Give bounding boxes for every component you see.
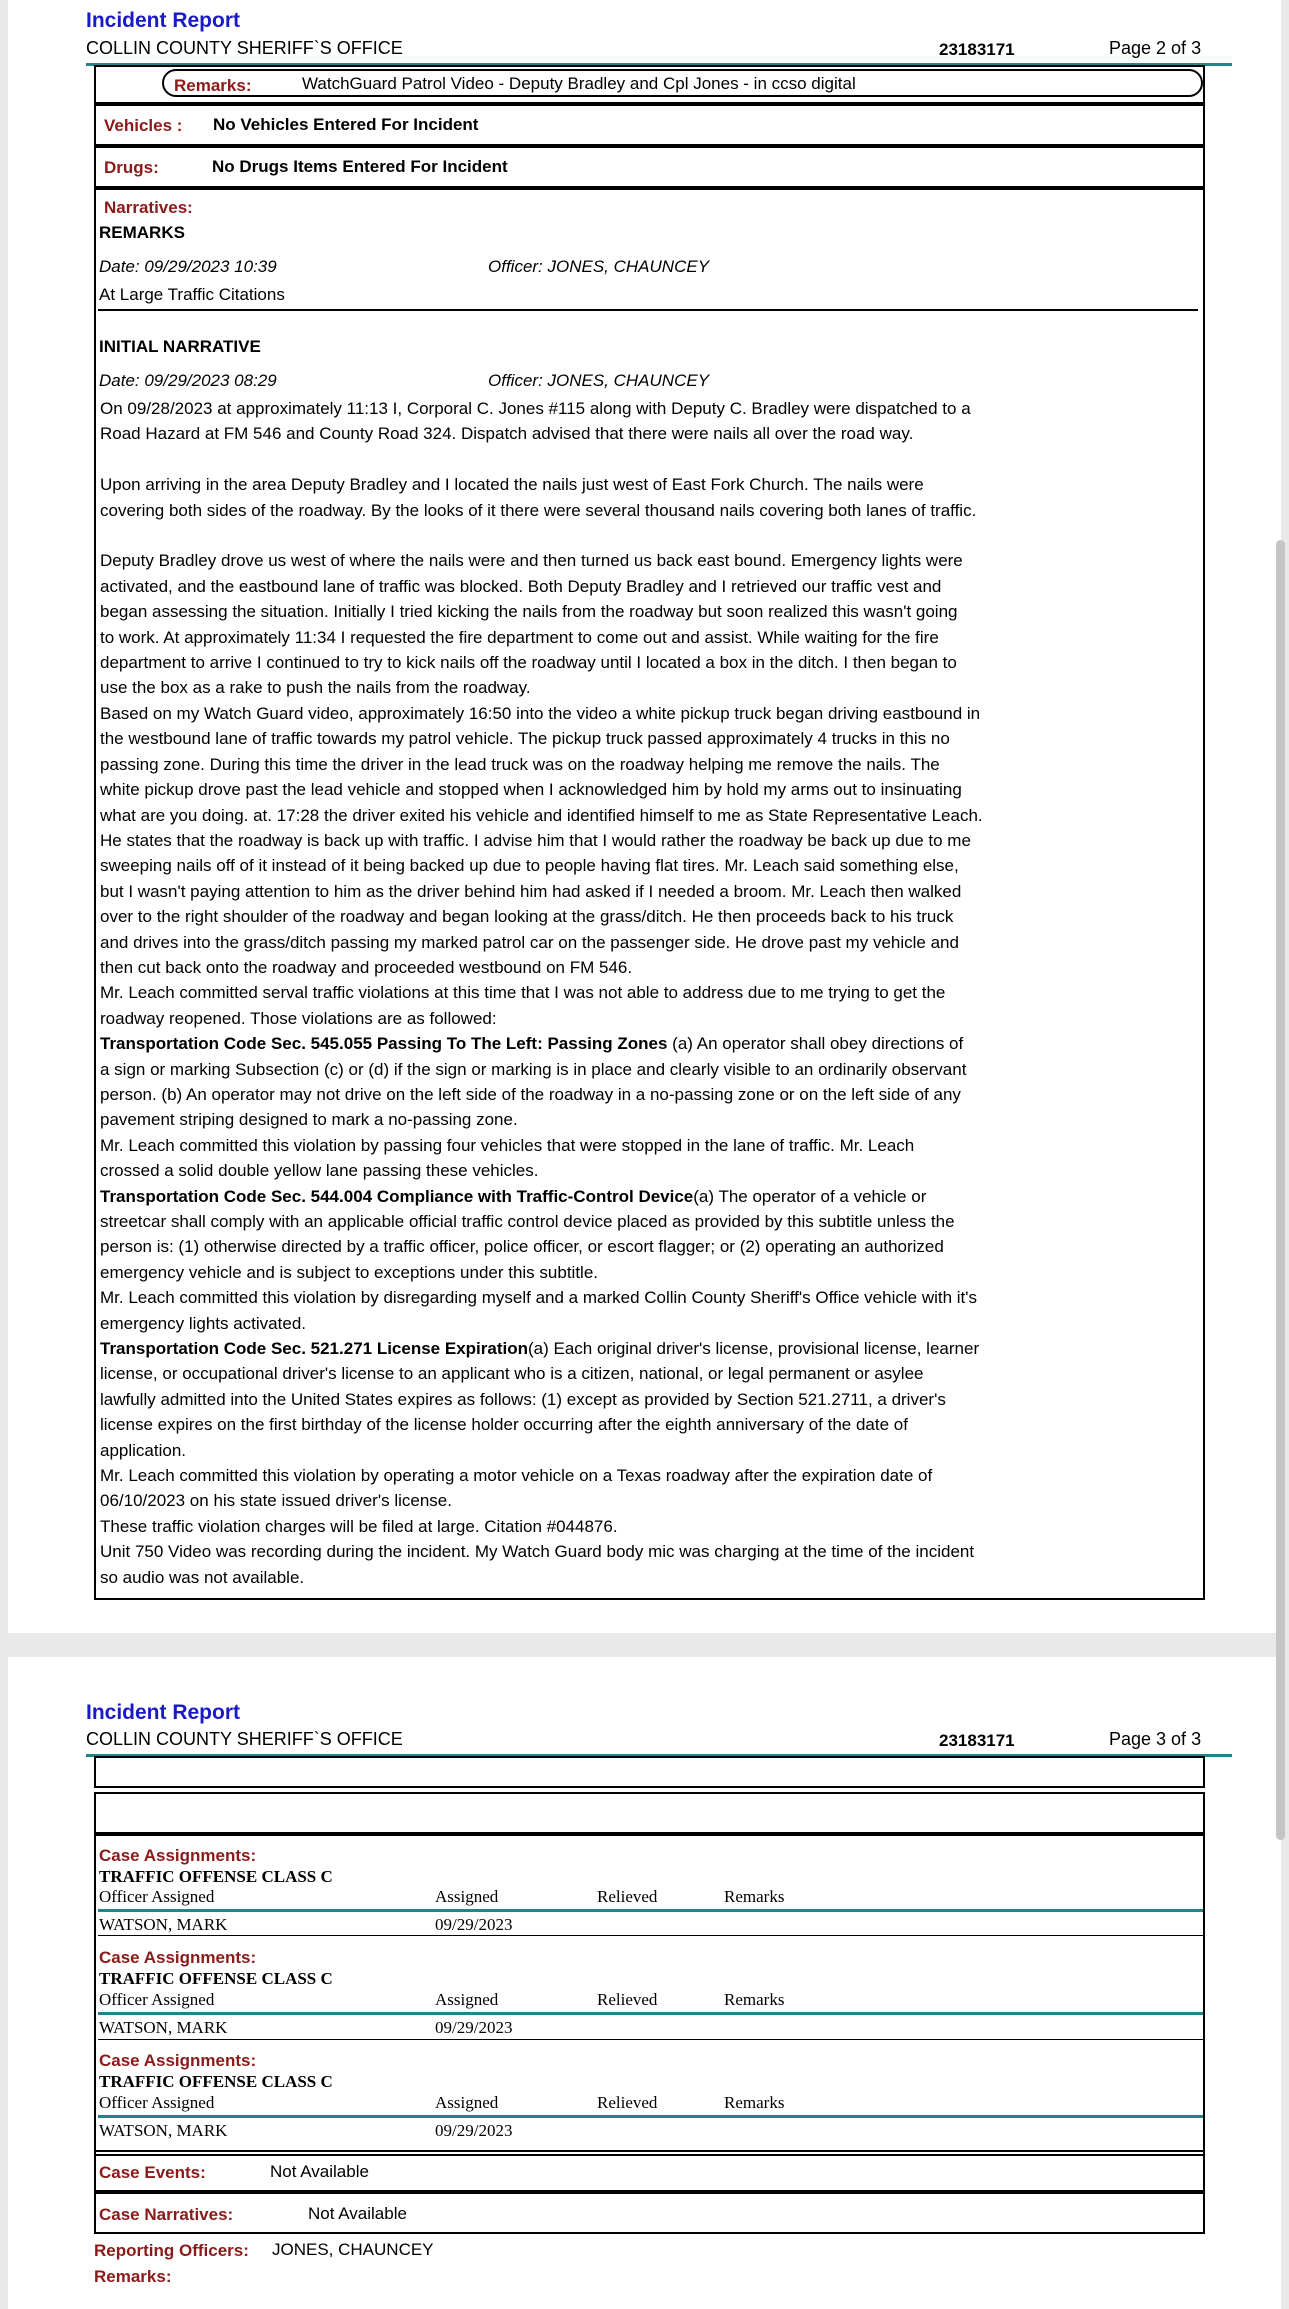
report-title: Incident Report [86, 1701, 241, 1724]
drugs-box [94, 146, 1205, 188]
case-events-label: Case Events: [99, 2163, 206, 2182]
report-page-2 [8, 0, 1281, 1633]
initial-officer: Officer: JONES, CHAUNCEY [488, 371, 710, 390]
remarks-label: Remarks: [174, 76, 252, 95]
remarks-box [94, 65, 1205, 104]
assigned-officer: WATSON, MARK [99, 2121, 228, 2140]
office-name: COLLIN COUNTY SHERIFF`S OFFICE [86, 38, 403, 58]
code-545-title: Transportation Code Sec. 545.055 Passing To The Left: Passing Zones [100, 1034, 668, 1054]
vehicles-label: Vehicles : [104, 116, 183, 135]
col-officer-assigned: Officer Assigned [99, 2093, 215, 2112]
case-events-box [94, 2150, 1205, 2192]
drugs-label: Drugs: [104, 158, 159, 177]
assignment-rule [98, 2115, 1203, 2118]
footer-remarks-label: Remarks: [94, 2267, 172, 2286]
reporting-officers-label: Reporting Officers: [94, 2241, 249, 2260]
narrative-para-2: Upon arriving in the area Deputy Bradley and I located the nails just west of East Fork Church. The nails were covering both sides of the roadway. By the looks of it there were several thousand nails covering both lanes of traffic. [100, 475, 977, 520]
assigned-date: 09/29/2023 [435, 2018, 513, 2037]
empty-box-2 [94, 1792, 1205, 1834]
narrative-para-3: Deputy Bradley drove us west of where the nails were and then turned us back east bound. Emergency lights were activated, and the eastbound lane of traffic was blocked. Both Deputy Bradley and I retrieved our traffic vest and began assessing the situation. Initially I tried kicking the nails from the roadway but soon realized this wasn't going to work. At approximately 11:34 I requested the fire department to come out and assist. While waiting for the fire department to arrive I continued to try to kick nails off the roadway until I located a box in the ditch. I then began to use the box as a rake to push the nails from the roadway. Based on my Watch Guard video, approximately 16:50 into the video a white pickup truck began driving eastbound in the westbound lane of traffic towards my patrol vehicle. The pickup truck passed approximately 4 trucks in this no passing zone. During this time the driver in the lead truck was on the roadway helping me remove the nails. The white pickup drove past the lead vehicle and stopped when I acknowledged him by hold my arms out to insinuating what are you doing. at. 17:28 the driver exited his vehicle and identified himself to me as State Representative Leach. He states that the roadway is back up with traffic. I advise him that I would rather the roadway be back up due to me sweeping nails off of it instead of it being backed up due to people having flat tires. Mr. Leach said something else, but I wasn't paying attention to him as the driver behind him had asked if I needed a broom. Mr. Leach then walked over to the right shoulder of the roadway and began looking at the grass/ditch. He then proceeds back to his truck and drives into the grass/ditch passing my marked patrol car on the passenger side. He drove past my vehicle and then cut back onto the roadway and proceeded westbound on FM 546. Mr. Leach committed serval traffic violations at this time that I was not able to address due to me trying to get the roadway reopened. Those violations are as followed: [100, 551, 983, 1028]
case-type: TRAFFIC OFFENSE CLASS C [99, 1969, 333, 1988]
vehicles-value: No Vehicles Entered For Incident [213, 115, 479, 134]
assigned-officer: WATSON, MARK [99, 2018, 228, 2037]
report-number: 23183171 [939, 40, 1015, 59]
col-officer-assigned: Officer Assigned [99, 1990, 215, 2009]
reporting-officers-value: JONES, CHAUNCEY [272, 2240, 434, 2259]
page-label: Page 3 of 3 [1109, 1729, 1202, 1749]
drugs-value: No Drugs Items Entered For Incident [212, 157, 508, 176]
assigned-date: 09/29/2023 [435, 1915, 513, 1934]
col-officer-assigned: Officer Assigned [99, 1887, 215, 1906]
case-narratives-label: Case Narratives: [99, 2205, 234, 2224]
narrative-para-1: On 09/28/2023 at approximately 11:13 I, Corporal C. Jones #115 along with Deputy C. Bradley were dispatched to a Road Hazard at FM 546 and County Road 324. Dispatch advised that there were nails all over the road way. [100, 399, 971, 444]
row-rule [98, 1935, 1203, 1936]
code-544-title: Transportation Code Sec. 544.004 Compliance with Traffic-Control Device [100, 1186, 694, 1206]
report-page-3 [8, 1657, 1281, 2309]
office-name: COLLIN COUNTY SHERIFF`S OFFICE [86, 1729, 403, 1749]
initial-date: Date: 09/29/2023 08:29 [99, 371, 277, 390]
vertical-scrollbar[interactable] [1276, 540, 1285, 1840]
empty-box-1 [94, 1756, 1205, 1788]
remarks-officer: Officer: JONES, CHAUNCEY [488, 257, 710, 276]
code-545-text: (a) An operator shall obey directions of a sign or marking Subsection (c) or (d) if the sign or marking is in place and clearly visible to an ordinarily observant person. (b) An operator may not drive on the left side of the roadway in a no-passing zone or on the left side of any pavement striping designed to mark a no-passing zone. Mr. Leach committed this violation by passing four vehicles that were stopped in the lane of traffic. Mr. Leach crossed a solid double yellow lane passing these vehicles. [100, 1034, 967, 1181]
page-label: Page 2 of 3 [1109, 38, 1202, 58]
assignment-rule [98, 2012, 1203, 2015]
remarks-heading: REMARKS [99, 223, 185, 242]
col-remarks: Remarks [724, 1887, 785, 1906]
case-events-value: Not Available [270, 2162, 369, 2181]
case-assignments-heading: Case Assignments: [99, 2051, 257, 2070]
case-narratives-value: Not Available [308, 2204, 407, 2223]
col-assigned: Assigned [435, 1887, 499, 1906]
remarks-text: At Large Traffic Citations [99, 285, 285, 304]
assigned-officer: WATSON, MARK [99, 1915, 228, 1934]
code-544-text: (a) The operator of a vehicle or streetcar shall comply with an applicable official traffic control device placed as provided by this subtitle unless the person is: (1) otherwise directed by a traffic officer, police officer, or escort flagger; or (2) operating an authorized emergency vehicle and is subject to exceptions under this subtitle. Mr. Leach committed this violation by disregarding myself and a marked Collin County Sheriff's Office vehicle with it's emergency lights activated. [100, 1186, 978, 1333]
case-type: TRAFFIC OFFENSE CLASS C [99, 2072, 333, 2091]
case-type: TRAFFIC OFFENSE CLASS C [99, 1867, 333, 1886]
code-521-title: Transportation Code Sec. 521.271 License Expiration [100, 1339, 528, 1359]
row-rule [98, 2039, 1203, 2040]
case-assignments-heading: Case Assignments: [99, 1846, 257, 1865]
col-relieved: Relieved [597, 2093, 658, 2112]
vehicles-box [94, 104, 1205, 146]
code-521-text: (a) Each original driver's license, provisional license, learner license, or occupational driver's license to an applicant who is a citizen, national, or legal permanent or asylee lawfully admitted into the United States expires as follows: (1) except as provided by Section 521.2711, a driver's license expires on the first birthday of the license holder occurring after the eighth anniversary of the date of application. Mr. Leach committed this violation by operating a motor vehicle on a Texas roadway after the expiration date of 06/10/2023 on his state issued driver's license. These traffic violation charges will be filed at large. Citation #044876. Unit 750 Video was recording during the incident. My Watch Guard body mic was charging at the time of the incident so audio was not available. [100, 1339, 980, 1587]
narrative-divider [98, 309, 1198, 311]
col-assigned: Assigned [435, 1990, 499, 2009]
col-remarks: Remarks [724, 2093, 785, 2112]
col-relieved: Relieved [597, 1990, 658, 2009]
assigned-date: 09/29/2023 [435, 2121, 513, 2140]
case-assignments-box [94, 1834, 1205, 2156]
report-title: Incident Report [86, 9, 241, 32]
report-number: 23183171 [939, 1731, 1015, 1750]
case-assignments-heading: Case Assignments: [99, 1948, 257, 1967]
assignment-rule [98, 1909, 1203, 1912]
narratives-box [94, 188, 1205, 1600]
col-remarks: Remarks [724, 1990, 785, 2009]
initial-heading: INITIAL NARRATIVE [99, 337, 261, 356]
remarks-value: WatchGuard Patrol Video - Deputy Bradley and Cpl Jones - in ccso digital [302, 74, 856, 93]
narratives-label: Narratives: [104, 198, 193, 217]
remarks-date: Date: 09/29/2023 10:39 [99, 257, 277, 276]
case-narratives-box [94, 2192, 1205, 2234]
col-assigned: Assigned [435, 2093, 499, 2112]
col-relieved: Relieved [597, 1887, 658, 1906]
narrative-body [100, 396, 1200, 1590]
